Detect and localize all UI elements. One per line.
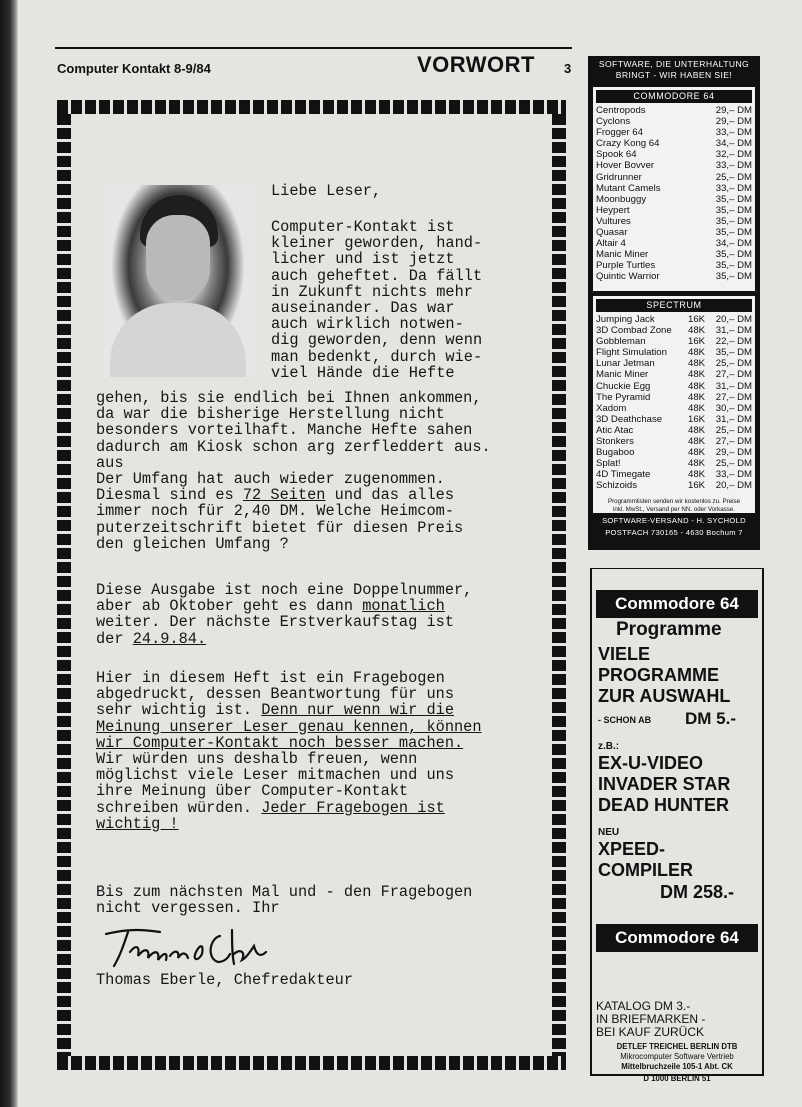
product-price: 31,– DM [715, 325, 752, 337]
product-price: 33,– DM [715, 182, 752, 194]
memory-size: 16K [688, 413, 706, 425]
price-list-row [593, 325, 755, 336]
ad-vendor-name-2: DETLEF TREICHEL BERLIN DTB [616, 1042, 738, 1051]
ad-fineprint-2: inkl. MwSt., Versand per NN. oder Vorkasse. [612, 505, 736, 513]
price-list-row [593, 216, 755, 227]
price-list-row [593, 105, 755, 116]
handwritten-signature [100, 922, 270, 970]
letter-paragraph-4: Hier in diesem Heft ist ein Fragebogen abgedruckt, dessen Beantwortung für uns sehr wichtig ist. Denn nur wenn wir die Meinung unserer Leser genau kennen, können wir Computer-Kontakt noch besser machen. Wir würden uns deshalb freuen, wenn möglichst viele Leser mitmachen und uns ihre Meinung über Computer-Kontakt schreiben würden. Jeder Fragebogen ist wichtig ! [96, 669, 482, 833]
price-list-row [593, 149, 755, 160]
product-name: Heypert [596, 204, 630, 216]
letter-paragraph-3: Diese Ausgabe ist noch eine Doppelnummer, aber ab Oktober geht es dann monatlich weiter. Der nächste Erstverkaufstag ist der 24.9.84. [96, 581, 473, 648]
ad-vendor-city: D 1000 BERLIN 51 [643, 1074, 711, 1083]
ad-zur-auswahl: ZUR AUSWAHL [598, 686, 731, 706]
product-price: 27,– DM [715, 391, 752, 403]
ad-catalog-price: KATALOG DM 3.- [596, 999, 691, 1013]
ad-brand-banner-2: Commodore 64 [596, 924, 758, 952]
software-price-list-ad [588, 56, 760, 550]
memory-size: 48K [688, 380, 706, 392]
price-list-row [593, 314, 755, 325]
price-list-row [593, 138, 755, 149]
page-number: 3 [564, 61, 572, 76]
product-price: 32,– DM [715, 149, 752, 161]
product-name: Quasar [596, 227, 628, 239]
magazine-issue: Computer Kontakt 8-9/84 [57, 61, 211, 76]
product-name: Manic Miner [596, 249, 649, 261]
product-price: 20,– DM [715, 314, 752, 325]
product-price: 35,– DM [715, 215, 752, 227]
product-price: 35,– DM [715, 347, 752, 359]
section-title: VORWORT [417, 52, 535, 77]
product-name: Altair 4 [596, 238, 626, 250]
memory-size: 48K [688, 436, 706, 448]
spectrum-list-header: SPECTRUM [596, 299, 752, 312]
memory-size: 48K [688, 347, 706, 359]
price-list-row [593, 358, 755, 369]
product-name: Quintic Warrior [596, 271, 660, 283]
letter-paragraph-1: Computer-Kontakt ist kleiner geworden, hand- licher und ist jetzt auch geheftet. Da fällt in Zukunft nichts mehr auseinander. Das war auch wirklich notwen- dig geworden, denn wenn man bedenkt, durch wie- viel Hände die Hefte [271, 218, 483, 382]
price-list-row [593, 116, 755, 127]
c64-list-header: COMMODORE 64 [596, 90, 752, 103]
product-price: 35,– DM [715, 271, 752, 283]
product-name: Cyclons [596, 116, 631, 128]
price-list-row [593, 369, 755, 380]
product-name: Gridrunner [596, 171, 642, 183]
product-price: 27,– DM [715, 436, 752, 448]
price-list-row [593, 403, 755, 414]
product-price: 30,– DM [715, 402, 752, 414]
ad-vendor-street: Mittelbruchzeile 105-1 Abt. CK [621, 1062, 733, 1071]
editor-portrait-photo [102, 185, 254, 377]
header-rule [55, 47, 572, 49]
product-name: Stonkers [596, 436, 634, 448]
memory-size: 48K [688, 391, 706, 403]
c64-price-list [593, 87, 755, 291]
price-list-row [593, 238, 755, 249]
product-name: Vultures [596, 215, 631, 227]
spectrum-price-list [593, 296, 755, 498]
product-price: 33,– DM [715, 160, 752, 172]
ad-vendor-name: SOFTWARE-VERSAND - H. SYCHOLD [602, 516, 746, 525]
product-name: Gobbleman [596, 336, 646, 348]
price-list-row [593, 271, 755, 282]
ad-programme: PROGRAMME [598, 665, 719, 685]
memory-size: 48K [688, 469, 706, 481]
ad-xpeed: XPEED- [598, 839, 666, 859]
memory-size: 48K [688, 458, 706, 470]
ad-tagline-2: BRINGT - WIR HABEN SIE! [615, 70, 733, 80]
ad-zb: z.B.: [598, 741, 620, 752]
product-price: 27,– DM [715, 369, 752, 381]
memory-size: 16K [688, 480, 706, 492]
product-price: 29,– DM [715, 447, 752, 459]
treichel-catalog-ad [590, 988, 764, 1076]
memory-size: 48K [688, 424, 706, 436]
product-name: Crazy Kong 64 [596, 138, 660, 150]
product-name: Purple Turtles [596, 260, 656, 272]
product-price: 20,– DM [715, 480, 752, 492]
product-price: 33,– DM [715, 127, 752, 139]
ad-catalog-stamps: IN BRIEFMARKEN - [596, 1012, 706, 1026]
ad-compiler-price: DM 258.- [660, 882, 735, 902]
price-list-row [593, 381, 755, 392]
ad-title-invader-star: INVADER STAR [598, 774, 731, 794]
product-name: Centropods [596, 105, 646, 116]
product-price: 31,– DM [715, 413, 752, 425]
product-price: 33,– DM [715, 469, 752, 481]
price-list-row [593, 260, 755, 271]
product-name: Atic Atac [596, 424, 634, 436]
product-price: 35,– DM [715, 204, 752, 216]
product-name: Bugaboo [596, 447, 635, 459]
memory-size: 48K [688, 369, 706, 381]
binding-spine [0, 0, 18, 1107]
ad-price-from: DM 5.- [685, 709, 736, 728]
ad-viele: VIELE [598, 644, 651, 664]
product-name: 3D Deathchase [596, 413, 663, 425]
product-name: Lunar Jetman [596, 358, 655, 370]
price-list-row [593, 227, 755, 238]
ad-tagline: SOFTWARE, DIE UNTERHALTUNG [598, 59, 750, 69]
ad-neu: NEU [598, 827, 620, 838]
product-name: Manic Miner [596, 369, 649, 381]
product-name: 4D Timegate [596, 469, 651, 481]
ad-title-ex-u-video: EX-U-VIDEO [598, 753, 704, 773]
letter-author: Thomas Eberle, Chefredakteur [96, 971, 354, 989]
product-price: 29,– DM [715, 105, 752, 116]
product-name: Xadom [596, 402, 627, 414]
product-price: 31,– DM [715, 380, 752, 392]
product-price: 34,– DM [715, 238, 752, 250]
price-list-row [593, 249, 755, 260]
memory-size: 48K [688, 325, 706, 337]
product-price: 22,– DM [715, 336, 752, 348]
memory-size: 48K [688, 402, 706, 414]
product-name: Frogger 64 [596, 127, 643, 139]
ad-title-dead-hunter: DEAD HUNTER [598, 795, 730, 815]
price-list-row [593, 414, 755, 425]
product-price: 35,– DM [715, 249, 752, 261]
letter-greeting: Liebe Leser, [271, 182, 382, 200]
price-list-row [593, 160, 755, 171]
ad-fineprint: Programmlisten senden wir kostenlos zu. Preise [607, 498, 741, 505]
price-list-row [593, 480, 755, 491]
price-list-row [593, 127, 755, 138]
product-name: Jumping Jack [596, 314, 655, 325]
product-price: 35,– DM [715, 260, 752, 272]
product-price: 29,– DM [715, 116, 752, 128]
product-price: 35,– DM [715, 227, 752, 239]
product-name: Flight Simulation [596, 347, 667, 359]
product-price: 25,– DM [715, 171, 752, 183]
ad-catalog-refund: BEI KAUF ZURÜCK [596, 1025, 705, 1039]
price-list-row [593, 469, 755, 480]
product-name: The Pyramid [596, 391, 651, 403]
product-name: Hover Bovver [596, 160, 655, 172]
ad-programme-heading: Programme [616, 619, 722, 640]
ad-compiler: COMPILER [598, 860, 694, 880]
product-name: Schizoids [596, 480, 638, 492]
price-list-row [593, 336, 755, 347]
product-price: 25,– DM [715, 458, 752, 470]
price-list-row [593, 392, 755, 403]
price-list-row [593, 205, 755, 216]
ad-brand-banner: Commodore 64 [596, 590, 758, 618]
ad-schon-ab: - SCHON AB [598, 715, 652, 725]
product-price: 34,– DM [715, 138, 752, 150]
ad-vendor-address: POSTFACH 730165 - 4630 Bochum 7 [605, 528, 743, 537]
product-price: 25,– DM [715, 358, 752, 370]
letter-paragraph-2: Der Umfang hat auch wieder zugenommen. Diesmal sind es 72 Seiten und das alles immer noch für 2,40 DM. Welche Heimcom- puterzeitschrift bietet für diesen Preis den gleichen Umfang ? [96, 470, 464, 553]
product-name: Spook 64 [596, 149, 637, 161]
memory-size: 16K [688, 314, 706, 325]
memory-size: 16K [688, 336, 706, 348]
product-name: Splat! [596, 458, 621, 470]
price-list-row [593, 425, 755, 436]
price-list-row [593, 172, 755, 183]
price-list-row [593, 347, 755, 358]
price-list-row [593, 194, 755, 205]
ad-vendor-line: Mikrocomputer Software Vertrieb [620, 1052, 734, 1061]
product-price: 35,– DM [715, 193, 752, 205]
product-name: Mutant Camels [596, 182, 661, 194]
price-list-row [593, 458, 755, 469]
treichel-programme-ad [590, 568, 764, 989]
product-name: 3D Combad Zone [596, 325, 672, 337]
price-list-row [593, 447, 755, 458]
product-price: 25,– DM [715, 424, 752, 436]
price-list-row [593, 436, 755, 447]
product-name: Chuckie Egg [596, 380, 651, 392]
price-list-row [593, 183, 755, 194]
letter-closing: Bis zum nächsten Mal und - den Fragebogen nicht vergessen. Ihr [96, 883, 473, 918]
letter-paragraph-1-cont: gehen, bis sie endlich bei Ihnen ankommen, da war die bisherige Herstellung nicht besonders vorteilhaft. Manche Hefte sahen dadurch am Kiosk schon arg zerfleddert aus. aus [96, 389, 491, 472]
product-name: Moonbuggy [596, 193, 647, 205]
memory-size: 48K [688, 358, 706, 370]
memory-size: 48K [688, 447, 706, 459]
